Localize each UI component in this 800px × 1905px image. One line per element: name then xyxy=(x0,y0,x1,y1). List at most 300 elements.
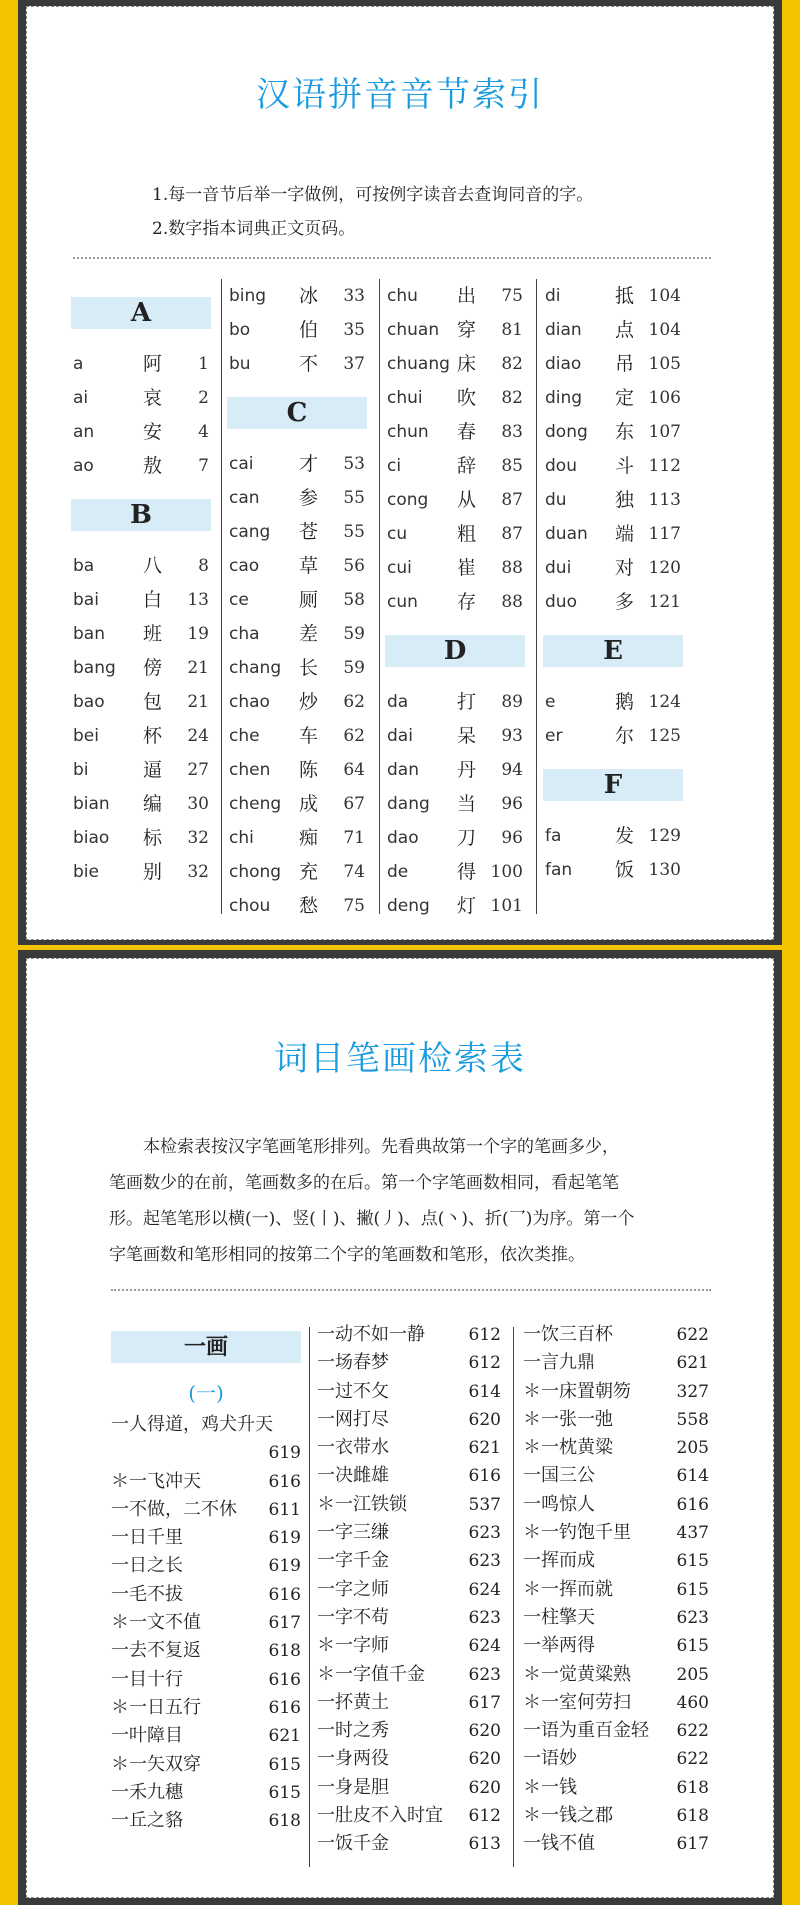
idiom-text: 一字不苟 xyxy=(317,1606,389,1628)
idiom-row xyxy=(317,1491,501,1519)
syllable-page-number: 125 xyxy=(648,726,681,746)
syllable-page-number: 96 xyxy=(501,828,523,848)
syllable-page-number: 75 xyxy=(343,896,365,916)
syllable-row xyxy=(385,855,525,889)
syllable-page-number: 75 xyxy=(501,286,523,306)
column-divider xyxy=(221,279,222,914)
idiom-page-number: 613 xyxy=(468,1834,501,1855)
idiom-row xyxy=(523,1632,709,1660)
syllable-page-number: 93 xyxy=(501,726,523,746)
idiom-page-number: 537 xyxy=(468,1494,501,1515)
syllable-example-char: 丹 xyxy=(457,759,477,781)
syllable-pinyin: cun xyxy=(387,592,418,612)
syllable-row xyxy=(71,449,211,483)
idiom-page-number: 615 xyxy=(268,1782,301,1803)
syllable-example-char: 杯 xyxy=(143,725,163,747)
syllable-row xyxy=(385,889,525,923)
idiom-page-number: 619 xyxy=(268,1528,301,1549)
idiom-page-number: 616 xyxy=(268,1584,301,1605)
syllable-page-number: 67 xyxy=(343,794,365,814)
pinyin-index-page xyxy=(26,6,774,940)
syllable-page-number: 33 xyxy=(343,286,365,306)
syllable-pinyin: diao xyxy=(545,354,582,374)
idiom-row xyxy=(523,1830,709,1858)
syllable-row xyxy=(543,853,683,887)
idiom-page-number: 623 xyxy=(468,1607,501,1628)
idiom-page-number: 205 xyxy=(676,1438,709,1459)
syllable-example-char: 白 xyxy=(143,589,163,611)
syllable-page-number: 106 xyxy=(648,388,681,408)
syllable-example-char: 编 xyxy=(143,793,163,815)
idiom-text: 一挥而成 xyxy=(523,1550,595,1572)
idiom-text: 一柱擎天 xyxy=(523,1606,595,1628)
syllable-row xyxy=(543,313,683,347)
syllable-example-char: 对 xyxy=(615,557,635,579)
idiom-row xyxy=(523,1661,709,1689)
syllable-pinyin: ci xyxy=(387,456,402,476)
syllable-example-char: 出 xyxy=(457,285,477,307)
syllable-pinyin: cai xyxy=(229,454,254,474)
syllable-row xyxy=(543,415,683,449)
syllable-pinyin: chou xyxy=(229,896,271,916)
idiom-text: ＊一江铁锁 xyxy=(317,1493,407,1515)
syllable-row xyxy=(227,279,367,313)
syllable-page-number: 21 xyxy=(187,692,209,712)
idiom-text: 一叶障目 xyxy=(111,1725,183,1747)
pinyin-note-1: 1.每一音节后举一字做例，可按例字读音去查询同音的字。 xyxy=(152,185,594,205)
syllable-example-char: 班 xyxy=(143,623,163,645)
syllable-page-number: 71 xyxy=(343,828,365,848)
syllable-pinyin: cha xyxy=(229,624,260,644)
syllable-page-number: 104 xyxy=(648,286,681,306)
idiom-text: ＊一日五行 xyxy=(111,1696,201,1718)
syllable-row xyxy=(385,685,525,719)
syllable-row xyxy=(385,585,525,619)
idiom-text: 一身两役 xyxy=(317,1748,389,1770)
syllable-page-number: 87 xyxy=(501,490,523,510)
idiom-page-number: 619 xyxy=(268,1556,301,1577)
syllable-example-char: 傍 xyxy=(143,657,163,679)
syllable-example-char: 伯 xyxy=(299,319,319,341)
syllable-example-char: 吹 xyxy=(457,387,477,409)
syllable-page-number: 85 xyxy=(501,456,523,476)
syllable-row xyxy=(385,347,525,381)
syllable-page-number: 56 xyxy=(343,556,365,576)
syllable-row xyxy=(543,719,683,753)
syllable-pinyin: biao xyxy=(73,828,110,848)
stroke-index-page xyxy=(26,958,774,1898)
idiom-text: 一日之长 xyxy=(111,1555,183,1577)
stroke-column-3-list xyxy=(523,1321,709,1859)
syllable-page-number: 64 xyxy=(343,760,365,780)
syllable-page-number: 89 xyxy=(501,692,523,712)
syllable-example-char: 标 xyxy=(143,827,163,849)
idiom-page-number: 614 xyxy=(676,1466,709,1487)
idiom-row xyxy=(523,1491,709,1519)
column-divider xyxy=(379,279,380,914)
idiom-row xyxy=(317,1576,501,1604)
idiom-row xyxy=(317,1661,501,1689)
syllable-pinyin: ao xyxy=(73,456,94,476)
idiom-row xyxy=(111,1722,301,1750)
syllable-example-char: 逼 xyxy=(143,759,163,781)
syllable-example-char: 床 xyxy=(457,353,477,375)
letter-heading: F xyxy=(543,769,683,801)
idiom-page-number: 616 xyxy=(268,1697,301,1718)
idiom-text: 一身是胆 xyxy=(317,1776,389,1798)
idiom-text: ＊一钓饱千里 xyxy=(523,1522,631,1544)
idiom-page-number: 616 xyxy=(268,1669,301,1690)
syllable-page-number: 59 xyxy=(343,624,365,644)
idiom-text: 一饮三百杯 xyxy=(523,1324,613,1345)
syllable-row xyxy=(385,551,525,585)
syllable-row xyxy=(543,483,683,517)
syllable-example-char: 差 xyxy=(299,623,319,645)
syllable-example-char: 才 xyxy=(299,453,319,475)
syllable-pinyin: can xyxy=(229,488,260,508)
idiom-row xyxy=(523,1576,709,1604)
syllable-example-char: 穿 xyxy=(457,319,477,341)
syllable-pinyin: dao xyxy=(387,828,419,848)
syllable-example-char: 敖 xyxy=(143,455,163,477)
idiom-text: ＊一挥而就 xyxy=(523,1578,613,1600)
syllable-example-char: 愁 xyxy=(299,895,319,917)
syllable-page-number: 32 xyxy=(187,828,209,848)
idiom-row xyxy=(523,1519,709,1547)
syllable-row xyxy=(227,515,367,549)
idiom-page-number: 618 xyxy=(676,1806,709,1827)
idiom-page-number: 618 xyxy=(676,1777,709,1798)
idiom-text: 一语为重百金轻 xyxy=(523,1720,649,1742)
syllable-page-number: 100 xyxy=(490,862,523,882)
idiom-row xyxy=(111,1779,301,1807)
idiom-text: 一饭千金 xyxy=(317,1833,389,1855)
syllable-page-number: 7 xyxy=(198,456,209,476)
syllable-row xyxy=(543,517,683,551)
syllable-page-number: 101 xyxy=(490,896,523,916)
syllable-example-char: 得 xyxy=(457,861,477,883)
stroke-count-heading: 一画 xyxy=(111,1331,301,1363)
syllable-pinyin: bing xyxy=(229,286,267,306)
syllable-page-number: 37 xyxy=(343,354,365,374)
syllable-pinyin: dan xyxy=(387,760,419,780)
syllable-page-number: 21 xyxy=(187,658,209,678)
idiom-text: ＊一室何劳扫 xyxy=(523,1691,631,1713)
syllable-example-char: 春 xyxy=(457,421,477,443)
stroke-note-2: 笔画数少的在前，笔画数多的在后。第一个字笔画数相同，看起笔笔 xyxy=(109,1173,619,1193)
idiom-page-number: 615 xyxy=(268,1754,301,1775)
syllable-row xyxy=(227,753,367,787)
syllable-page-number: 94 xyxy=(501,760,523,780)
syllable-row xyxy=(385,313,525,347)
idiom-page-number: 623 xyxy=(468,1664,501,1685)
syllable-pinyin: chui xyxy=(387,388,423,408)
syllable-page-number: 88 xyxy=(501,558,523,578)
idiom-text: ＊一飞冲天 xyxy=(111,1470,201,1492)
syllable-example-char: 存 xyxy=(457,591,477,613)
syllable-page-number: 83 xyxy=(501,422,523,442)
syllable-row xyxy=(71,651,211,685)
syllable-page-number: 124 xyxy=(648,692,681,712)
syllable-row xyxy=(227,685,367,719)
syllable-page-number: 121 xyxy=(648,592,681,612)
idiom-page-number: 621 xyxy=(676,1353,709,1374)
syllable-page-number: 58 xyxy=(343,590,365,610)
stroke-divider xyxy=(111,1289,711,1291)
idiom-text: 一去不复返 xyxy=(111,1640,201,1662)
syllable-row xyxy=(227,889,367,923)
idiom-text: 一举两得 xyxy=(523,1635,595,1657)
idiom-row xyxy=(523,1406,709,1434)
syllable-pinyin: cui xyxy=(387,558,412,578)
idiom-page-number: 617 xyxy=(676,1834,709,1855)
syllable-row xyxy=(543,381,683,415)
syllable-example-char: 成 xyxy=(299,793,319,815)
syllable-example-char: 阿 xyxy=(143,353,163,375)
syllable-pinyin: chen xyxy=(229,760,271,780)
syllable-pinyin: e xyxy=(545,692,556,712)
syllable-pinyin: cang xyxy=(229,522,271,542)
syllable-pinyin: ce xyxy=(229,590,249,610)
idiom-row xyxy=(317,1434,501,1462)
idiom-row xyxy=(111,1751,301,1779)
syllable-page-number: 130 xyxy=(648,860,681,880)
idiom-row xyxy=(317,1717,501,1745)
syllable-page-number: 59 xyxy=(343,658,365,678)
idiom-text: ＊一觉黄粱熟 xyxy=(523,1663,631,1685)
syllable-pinyin: cu xyxy=(387,524,408,544)
syllable-pinyin: chuang xyxy=(387,354,450,374)
syllable-pinyin: du xyxy=(545,490,567,510)
syllable-page-number: 53 xyxy=(343,454,365,474)
syllable-pinyin: da xyxy=(387,692,409,712)
syllable-example-char: 刀 xyxy=(457,827,477,849)
idiom-page-number: 620 xyxy=(468,1721,501,1742)
idiom-row xyxy=(317,1604,501,1632)
pinyin-column-3 xyxy=(385,279,525,923)
idiom-page-number: 621 xyxy=(268,1726,301,1747)
syllable-example-char: 尔 xyxy=(615,725,635,747)
syllable-pinyin: chu xyxy=(387,286,418,306)
syllable-page-number: 82 xyxy=(501,354,523,374)
syllable-pinyin: chi xyxy=(229,828,254,848)
syllable-page-number: 74 xyxy=(343,862,365,882)
idiom-text: ＊一字值千金 xyxy=(317,1663,425,1685)
syllable-example-char: 斗 xyxy=(615,455,635,477)
idiom-page-number: 205 xyxy=(676,1664,709,1685)
syllable-row xyxy=(385,517,525,551)
pinyin-column-2 xyxy=(227,279,367,923)
idiom-text: 一字之师 xyxy=(317,1578,389,1600)
syllable-pinyin: ba xyxy=(73,556,95,576)
idiom-text: 一禾九穗 xyxy=(111,1781,183,1803)
syllable-row xyxy=(71,381,211,415)
pinyin-column-4 xyxy=(543,279,683,887)
idiom-text: 一丘之貉 xyxy=(111,1810,183,1832)
syllable-example-char: 端 xyxy=(615,523,635,545)
syllable-row xyxy=(543,685,683,719)
syllable-pinyin: fa xyxy=(545,826,562,846)
pinyin-divider xyxy=(73,257,711,259)
stroke-shape-subheading: (一) xyxy=(188,1381,224,1405)
idiom-row xyxy=(111,1552,301,1580)
syllable-example-char: 包 xyxy=(143,691,163,713)
stroke-column-2 xyxy=(317,1321,501,1859)
syllable-page-number: 82 xyxy=(501,388,523,408)
idiom-row xyxy=(111,1411,301,1439)
syllable-pinyin: chong xyxy=(229,862,282,882)
syllable-pinyin: duan xyxy=(545,524,588,544)
syllable-page-number: 96 xyxy=(501,794,523,814)
syllable-example-char: 打 xyxy=(457,691,477,713)
idiom-text: ＊一字师 xyxy=(317,1635,389,1657)
idiom-text: ＊一床置朝笏 xyxy=(523,1380,631,1402)
syllable-pinyin: chao xyxy=(229,692,270,712)
syllable-page-number: 104 xyxy=(648,320,681,340)
idiom-page-number: 558 xyxy=(676,1409,709,1430)
idiom-text: 一字三缣 xyxy=(317,1522,389,1544)
idiom-row xyxy=(317,1519,501,1547)
syllable-example-char: 炒 xyxy=(299,691,319,713)
syllable-pinyin: ai xyxy=(73,388,89,408)
syllable-pinyin: bang xyxy=(73,658,116,678)
syllable-row xyxy=(385,821,525,855)
syllable-pinyin: chuan xyxy=(387,320,440,340)
syllable-pinyin: a xyxy=(73,354,84,374)
idiom-page-number: 618 xyxy=(268,1811,301,1832)
syllable-row xyxy=(543,347,683,381)
idiom-row xyxy=(523,1462,709,1490)
syllable-pinyin: bie xyxy=(73,862,99,882)
syllable-example-char: 多 xyxy=(615,591,635,613)
syllable-pinyin: er xyxy=(545,726,563,746)
syllable-row xyxy=(385,381,525,415)
syllable-row xyxy=(227,855,367,889)
column-divider xyxy=(309,1327,310,1867)
stroke-note-1: 本检索表按汉字笔画笔形排列。先看典故第一个字的笔画多少， xyxy=(109,1137,619,1157)
idiom-text: 一衣带水 xyxy=(317,1437,389,1459)
stroke-index-title: 词目笔画检索表 xyxy=(274,1039,526,1079)
idiom-text: 一字千金 xyxy=(317,1550,389,1572)
syllable-row xyxy=(385,415,525,449)
idiom-row xyxy=(111,1637,301,1665)
syllable-example-char: 呆 xyxy=(457,725,477,747)
syllable-example-char: 冰 xyxy=(299,285,319,307)
idiom-page-number: 618 xyxy=(268,1641,301,1662)
idiom-row xyxy=(523,1604,709,1632)
syllable-pinyin: dou xyxy=(545,456,577,476)
stroke-column-2-list xyxy=(317,1321,501,1859)
syllable-pinyin: fan xyxy=(545,860,573,880)
syllable-page-number: 35 xyxy=(343,320,365,340)
syllable-pinyin: duo xyxy=(545,592,577,612)
syllable-page-number: 81 xyxy=(501,320,523,340)
idiom-page-number: 612 xyxy=(468,1806,501,1827)
idiom-text: 一目十行 xyxy=(111,1668,183,1690)
syllable-example-char: 东 xyxy=(615,421,635,443)
idiom-text: 一时之秀 xyxy=(317,1720,389,1742)
syllable-example-char: 长 xyxy=(299,657,319,679)
syllable-example-char: 安 xyxy=(143,421,163,443)
idiom-page-number: 622 xyxy=(676,1749,709,1770)
letter-heading: D xyxy=(385,635,525,667)
idiom-text: 一毛不拔 xyxy=(111,1583,183,1605)
idiom-row xyxy=(111,1666,301,1694)
idiom-text: ＊一枕黄粱 xyxy=(523,1437,613,1459)
idiom-row xyxy=(317,1745,501,1773)
syllable-pinyin: bi xyxy=(73,760,89,780)
syllable-page-number: 120 xyxy=(648,558,681,578)
idiom-text: 一钱不值 xyxy=(523,1833,595,1855)
syllable-row xyxy=(227,447,367,481)
syllable-pinyin: dui xyxy=(545,558,572,578)
idiom-row xyxy=(523,1774,709,1802)
syllable-row xyxy=(227,651,367,685)
idiom-text: 一人得道，鸡犬升天 xyxy=(111,1414,273,1435)
syllable-pinyin: dang xyxy=(387,794,430,814)
syllable-row xyxy=(71,685,211,719)
idiom-text: 一动不如一静 xyxy=(317,1324,425,1345)
syllable-row xyxy=(71,753,211,787)
idiom-text: ＊一文不值 xyxy=(111,1612,201,1634)
syllable-example-char: 抵 xyxy=(615,285,635,307)
syllable-row xyxy=(227,821,367,855)
idiom-row xyxy=(523,1802,709,1830)
idiom-text: ＊一张一弛 xyxy=(523,1408,613,1430)
syllable-pinyin: cao xyxy=(229,556,260,576)
idiom-page-number: 617 xyxy=(268,1613,301,1634)
idiom-row xyxy=(111,1807,301,1835)
syllable-example-char: 别 xyxy=(143,861,163,883)
syllable-row xyxy=(71,583,211,617)
idiom-page-number: 620 xyxy=(468,1777,501,1798)
syllable-pinyin: de xyxy=(387,862,409,882)
pinyin-note-2: 2.数字指本词典正文页码。 xyxy=(152,219,356,239)
stroke-column-3 xyxy=(523,1321,709,1859)
idiom-row xyxy=(317,1830,501,1858)
syllable-row xyxy=(227,787,367,821)
idiom-page-number: 622 xyxy=(676,1721,709,1742)
pinyin-index-title: 汉语拼音音节索引 xyxy=(256,75,544,115)
syllable-row xyxy=(385,719,525,753)
idiom-row xyxy=(317,1321,501,1349)
stroke-column-1 xyxy=(111,1331,301,1835)
syllable-row xyxy=(227,347,367,381)
syllable-pinyin: an xyxy=(73,422,95,442)
idiom-page-number: 614 xyxy=(468,1381,501,1402)
syllable-row xyxy=(543,551,683,585)
stroke-note-3: 形。起笔笔形以横(一)、竖(丨)、撇(丿)、点(丶)、折(乛)为序。第一个 xyxy=(109,1209,635,1229)
idiom-row xyxy=(111,1581,301,1609)
idiom-text: 一不做，二不休 xyxy=(111,1498,237,1520)
letter-heading: A xyxy=(71,297,211,329)
syllable-row xyxy=(71,855,211,889)
idiom-page-number: 327 xyxy=(676,1381,709,1402)
syllable-example-char: 灯 xyxy=(457,895,477,917)
syllable-row xyxy=(227,549,367,583)
syllable-row xyxy=(227,719,367,753)
idiom-page-number: 620 xyxy=(468,1409,501,1430)
idiom-row xyxy=(523,1547,709,1575)
idiom-row xyxy=(111,1496,301,1524)
syllable-pinyin: di xyxy=(545,286,561,306)
syllable-row xyxy=(543,449,683,483)
syllable-row xyxy=(227,481,367,515)
idiom-row xyxy=(523,1689,709,1717)
syllable-row xyxy=(227,313,367,347)
syllable-pinyin: bo xyxy=(229,320,251,340)
idiom-text: 一日千里 xyxy=(111,1527,183,1549)
